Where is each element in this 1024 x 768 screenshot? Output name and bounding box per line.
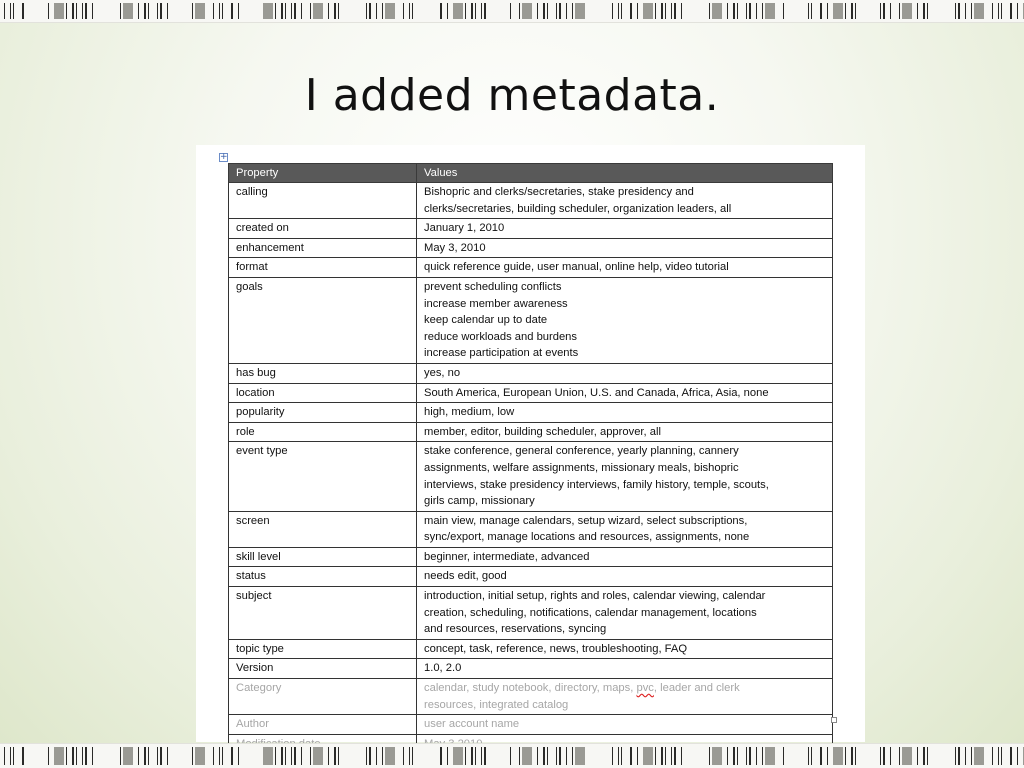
barcode-bar [213, 747, 214, 765]
property-cell: topic type [229, 639, 417, 659]
barcode-bar [301, 747, 302, 765]
barcode-bar [238, 3, 239, 19]
barcode-bar [727, 3, 728, 19]
move-handle-icon[interactable]: + [220, 152, 228, 162]
table-row [229, 587, 833, 640]
barcode-bar [808, 3, 809, 19]
barcode-bar [674, 3, 676, 19]
barcode-bar [1010, 747, 1012, 765]
table-row [229, 238, 833, 258]
table-row [229, 422, 833, 442]
table-row [229, 363, 833, 383]
barcode-bar [294, 747, 296, 765]
barcode-bar [1001, 3, 1002, 19]
barcode-bar [66, 3, 67, 19]
barcode-bar [637, 747, 638, 765]
barcode-bar [195, 747, 205, 765]
barcode-bar [440, 747, 442, 765]
barcode-bar [334, 747, 336, 765]
barcode-bar [13, 3, 14, 19]
barcode-bar [313, 747, 323, 765]
barcode-bar [756, 3, 757, 19]
barcode-bar [621, 3, 622, 19]
barcode-bar [965, 747, 966, 765]
barcode-bar [48, 3, 49, 19]
barcode-bar [219, 747, 220, 765]
barcode-bar [756, 747, 757, 765]
property-cell: screen [229, 511, 417, 547]
values-cell: concept, task, reference, news, troubleshooting, FAQ [417, 639, 833, 659]
table-row [229, 567, 833, 587]
table-row [229, 715, 833, 735]
property-cell: enhancement [229, 238, 417, 258]
barcode-bar [612, 3, 613, 19]
barcode-bar [313, 3, 323, 19]
barcode-bar [66, 747, 67, 765]
barcode-bar [285, 3, 286, 19]
slide-title: I added metadata. [304, 70, 720, 121]
barcode-bar [10, 3, 11, 19]
barcode-bar [855, 3, 856, 19]
barcode-bar [733, 747, 735, 765]
barcode-bar [382, 747, 383, 765]
barcode-bar [727, 747, 728, 765]
barcode-bar [72, 3, 74, 19]
barcode-bar [566, 3, 567, 19]
barcode-bar [281, 3, 283, 19]
barcode-bar [556, 3, 557, 19]
barcode-bar [366, 3, 367, 19]
barcode-bar [851, 3, 853, 19]
barcode-decoration-top [0, 0, 1024, 22]
values-cell: needs edit, good [417, 567, 833, 587]
barcode-bar [709, 3, 710, 19]
table-row [229, 442, 833, 511]
barcode-bar [955, 747, 956, 765]
barcode-bar [4, 747, 5, 765]
barcode-bar [481, 3, 482, 19]
values-cell: quick reference guide, user manual, online help, video tutorial [417, 258, 833, 278]
barcode-bar [465, 3, 466, 19]
barcode-bar [519, 3, 520, 19]
barcode-bar [195, 3, 205, 19]
values-cell: South America, European Union, U.S. and Canada, Africa, Asia, none [417, 383, 833, 403]
barcode-bar [630, 3, 632, 19]
barcode-bar [144, 3, 146, 19]
barcode-bar [148, 3, 149, 19]
barcode-bar [412, 747, 413, 765]
values-cell: member, editor, building scheduler, approver, all [417, 422, 833, 442]
barcode-bar [855, 747, 856, 765]
barcode-bar [157, 3, 158, 19]
barcode-bar [899, 3, 900, 19]
barcode-bar [575, 747, 585, 765]
barcode-bar [369, 3, 371, 19]
barcode-bar [559, 3, 561, 19]
barcode-bar [927, 747, 928, 765]
values-cell: stake conference, general conference, yearly planning, cannery assignments, welfare assignments, missionary meals, bishopric interviews, stake presidency interviews, family history, temple, scouts, girls camp, missionary [417, 442, 833, 511]
barcode-bar [219, 3, 220, 19]
barcode-bar [927, 3, 928, 19]
barcode-bar [749, 3, 751, 19]
barcode-bar [263, 747, 273, 765]
barcode-bar [310, 3, 311, 19]
barcode-bar [519, 747, 520, 765]
barcode-bar [85, 3, 87, 19]
barcode-bar [820, 747, 822, 765]
barcode-bar [475, 3, 476, 19]
barcode-bar [681, 3, 682, 19]
barcode-bar [566, 747, 567, 765]
barcode-bar [138, 747, 139, 765]
barcode-bar [465, 747, 466, 765]
barcode-bar [661, 3, 663, 19]
barcode-bar [338, 747, 339, 765]
barcode-bar [880, 747, 881, 765]
barcode-bar [955, 3, 956, 19]
property-cell: status [229, 567, 417, 587]
property-cell: skill level [229, 547, 417, 567]
values-cell: prevent scheduling conflicts increase member awareness keep calendar up to date reduce workloads and burdens increase participation at events [417, 277, 833, 363]
barcode-bar [10, 747, 11, 765]
barcode-bar [827, 3, 828, 19]
barcode-bar [301, 3, 302, 19]
barcode-bar [403, 3, 404, 19]
barcode-bar [160, 747, 162, 765]
barcode-bar [811, 3, 812, 19]
barcode-bar [412, 3, 413, 19]
barcode-bar [971, 3, 972, 19]
barcode-bar [681, 747, 682, 765]
table-row [229, 547, 833, 567]
barcode-bar [572, 747, 573, 765]
barcode-bar [543, 747, 545, 765]
barcode-bar [263, 3, 273, 19]
barcode-bar [902, 747, 912, 765]
barcode-bar [92, 3, 93, 19]
barcode-bar [890, 747, 891, 765]
barcode-bar [160, 3, 162, 19]
barcode-bar [72, 747, 74, 765]
barcode-bar [547, 747, 548, 765]
barcode-bar [192, 3, 193, 19]
property-cell: subject [229, 587, 417, 640]
property-cell: location [229, 383, 417, 403]
barcode-bar [447, 3, 448, 19]
barcode-bar [291, 3, 292, 19]
barcode-bar [484, 3, 486, 19]
barcode-bar [157, 747, 158, 765]
barcode-bar [167, 3, 168, 19]
values-cell: 1.0, 2.0 [417, 659, 833, 679]
property-cell: Version [229, 659, 417, 679]
barcode-bar [845, 3, 846, 19]
barcode-bar [992, 747, 993, 765]
barcode-bar [338, 3, 339, 19]
barcode-bar [671, 747, 672, 765]
barcode-bar [749, 747, 751, 765]
barcode-bar [733, 3, 735, 19]
barcode-bar [385, 3, 395, 19]
barcode-bar [334, 3, 336, 19]
barcode-bar [974, 747, 984, 765]
table-row [229, 277, 833, 363]
header-property: Property [229, 164, 417, 183]
table-row [229, 383, 833, 403]
barcode-bar [1017, 3, 1018, 19]
barcode-bar [746, 3, 747, 19]
barcode-bar [765, 747, 775, 765]
barcode-bar [22, 3, 24, 19]
barcode-bar [543, 3, 545, 19]
metadata-table [228, 163, 833, 754]
barcode-bar [559, 747, 561, 765]
barcode-bar [965, 3, 966, 19]
property-cell: calling [229, 183, 417, 219]
barcode-bar [655, 747, 656, 765]
barcode-bar [120, 3, 121, 19]
barcode-bar [655, 3, 656, 19]
barcode-bar [923, 747, 925, 765]
bottom-barcode-border [0, 743, 1024, 768]
barcode-bar [281, 747, 283, 765]
barcode-bar [737, 747, 738, 765]
barcode-bar [231, 747, 233, 765]
embedded-document [196, 145, 865, 742]
barcode-bar [737, 3, 738, 19]
barcode-bar [123, 3, 133, 19]
barcode-bar [820, 3, 822, 19]
barcode-bar [883, 747, 885, 765]
barcode-bar [923, 3, 925, 19]
barcode-bar [471, 747, 473, 765]
barcode-bar [783, 747, 784, 765]
barcode-bar [440, 3, 442, 19]
barcode-bar [746, 747, 747, 765]
values-cell: beginner, intermediate, advanced [417, 547, 833, 567]
barcode-bar [537, 3, 538, 19]
property-cell: has bug [229, 363, 417, 383]
property-cell: goals [229, 277, 417, 363]
barcode-bar [167, 747, 168, 765]
barcode-bar [294, 3, 296, 19]
resize-handle[interactable] [831, 717, 837, 723]
barcode-bar [222, 3, 223, 19]
barcode-bar [4, 3, 5, 19]
barcode-bar [880, 3, 881, 19]
barcode-bar [409, 3, 410, 19]
values-cell: Bishopric and clerks/secretaries, stake presidency and clerks/secretaries, building scheduler, organization leaders, all [417, 183, 833, 219]
property-cell: event type [229, 442, 417, 511]
table-header-row [229, 164, 833, 183]
property-cell: role [229, 422, 417, 442]
misspelled-word: pvc [636, 682, 654, 695]
barcode-bar [1001, 747, 1002, 765]
table-row [229, 183, 833, 219]
barcode-bar [192, 747, 193, 765]
barcode-bar [76, 3, 77, 19]
barcode-bar [783, 3, 784, 19]
barcode-bar [998, 3, 999, 19]
barcode-bar [376, 3, 377, 19]
barcode-bar [643, 3, 653, 19]
barcode-bar [475, 747, 476, 765]
table-row [229, 258, 833, 278]
barcode-bar [285, 747, 286, 765]
property-cell: Category [229, 679, 417, 715]
barcode-bar [54, 747, 64, 765]
barcode-bar [144, 747, 146, 765]
barcode-bar [403, 747, 404, 765]
barcode-bar [765, 3, 775, 19]
barcode-bar [328, 747, 329, 765]
barcode-bar [522, 747, 532, 765]
table-row [229, 679, 833, 715]
barcode-bar [958, 747, 960, 765]
barcode-bar [917, 3, 918, 19]
barcode-bar [665, 3, 666, 19]
values-cell: introduction, initial setup, rights and roles, calendar viewing, calendar creation, scheduling, notifications, calendar management, locations and resources, reservations, syncing [417, 587, 833, 640]
barcode-bar [762, 747, 763, 765]
barcode-bar [310, 747, 311, 765]
property-cell: created on [229, 219, 417, 239]
barcode-bar [481, 747, 482, 765]
barcode-bar [82, 3, 83, 19]
table-row [229, 659, 833, 679]
barcode-bar [845, 747, 846, 765]
barcode-bar [366, 747, 367, 765]
values-cell: yes, no [417, 363, 833, 383]
property-cell: Author [229, 715, 417, 735]
barcode-bar [537, 747, 538, 765]
barcode-bar [572, 3, 573, 19]
barcode-bar [148, 747, 149, 765]
barcode-bar [510, 3, 511, 19]
barcode-bar [291, 747, 292, 765]
barcode-bar [556, 747, 557, 765]
barcode-bar [238, 747, 239, 765]
barcode-bar [92, 747, 93, 765]
barcode-bar [1017, 747, 1018, 765]
barcode-bar [709, 747, 710, 765]
barcode-bar [510, 747, 511, 765]
barcode-bar [665, 747, 666, 765]
barcode-bar [48, 747, 49, 765]
barcode-bar [851, 747, 853, 765]
barcode-bar [409, 747, 410, 765]
table-row [229, 639, 833, 659]
barcode-bar [120, 747, 121, 765]
barcode-bar [833, 747, 843, 765]
values-cell: high, medium, low [417, 403, 833, 423]
barcode-bar [453, 3, 463, 19]
barcode-bar [612, 747, 613, 765]
barcode-bar [328, 3, 329, 19]
barcode-bar [369, 747, 371, 765]
values-cell: main view, manage calendars, setup wizard, select subscriptions, sync/export, manage locations and resources, assignments, none [417, 511, 833, 547]
barcode-bar [85, 747, 87, 765]
barcode-bar [643, 747, 653, 765]
values-text: , leader and clerk resources, integrated catalog [424, 682, 740, 711]
barcode-bar [275, 3, 276, 19]
barcode-bar [958, 3, 960, 19]
barcode-bar [917, 747, 918, 765]
barcode-bar [827, 747, 828, 765]
barcode-bar [811, 747, 812, 765]
barcode-bar [275, 747, 276, 765]
barcode-bar [138, 3, 139, 19]
values-cell [417, 679, 833, 715]
property-cell: popularity [229, 403, 417, 423]
barcode-bar [54, 3, 64, 19]
header-values: Values [417, 164, 833, 183]
table-row [229, 219, 833, 239]
barcode-bar [222, 747, 223, 765]
barcode-bar [382, 3, 383, 19]
barcode-bar [992, 3, 993, 19]
barcode-bar [890, 3, 891, 19]
barcode-bar [231, 3, 233, 19]
barcode-bar [376, 747, 377, 765]
barcode-bar [621, 747, 622, 765]
barcode-bar [385, 747, 395, 765]
barcode-bar [213, 3, 214, 19]
barcode-bar [674, 747, 676, 765]
barcode-bar [575, 3, 585, 19]
barcode-bar [22, 747, 24, 765]
barcode-bar [762, 3, 763, 19]
property-cell: format [229, 258, 417, 278]
barcode-bar [998, 747, 999, 765]
barcode-bar [13, 747, 14, 765]
barcode-bar [712, 747, 722, 765]
barcode-bar [833, 3, 843, 19]
barcode-bar [630, 747, 632, 765]
values-text: calendar, study notebook, directory, maps, [424, 682, 637, 695]
barcode-bar [974, 3, 984, 19]
barcode-bar [971, 747, 972, 765]
barcode-bar [123, 747, 133, 765]
barcode-bar [453, 747, 463, 765]
barcode-bar [671, 3, 672, 19]
values-cell: January 1, 2010 [417, 219, 833, 239]
barcode-decoration-bottom [0, 744, 1024, 768]
barcode-bar [637, 3, 638, 19]
barcode-bar [447, 747, 448, 765]
barcode-bar [883, 3, 885, 19]
barcode-bar [661, 747, 663, 765]
table-row [229, 511, 833, 547]
barcode-bar [712, 3, 722, 19]
barcode-bar [522, 3, 532, 19]
barcode-bar [808, 747, 809, 765]
barcode-bar [902, 3, 912, 19]
barcode-bar [471, 3, 473, 19]
barcode-bar [76, 747, 77, 765]
values-cell: user account name [417, 715, 833, 735]
values-cell: May 3, 2010 [417, 238, 833, 258]
top-barcode-border [0, 0, 1024, 23]
table-row [229, 403, 833, 423]
barcode-bar [547, 3, 548, 19]
barcode-bar [82, 747, 83, 765]
barcode-bar [484, 747, 486, 765]
barcode-bar [899, 747, 900, 765]
barcode-bar [1010, 3, 1012, 19]
barcode-bar [618, 747, 619, 765]
barcode-bar [618, 3, 619, 19]
